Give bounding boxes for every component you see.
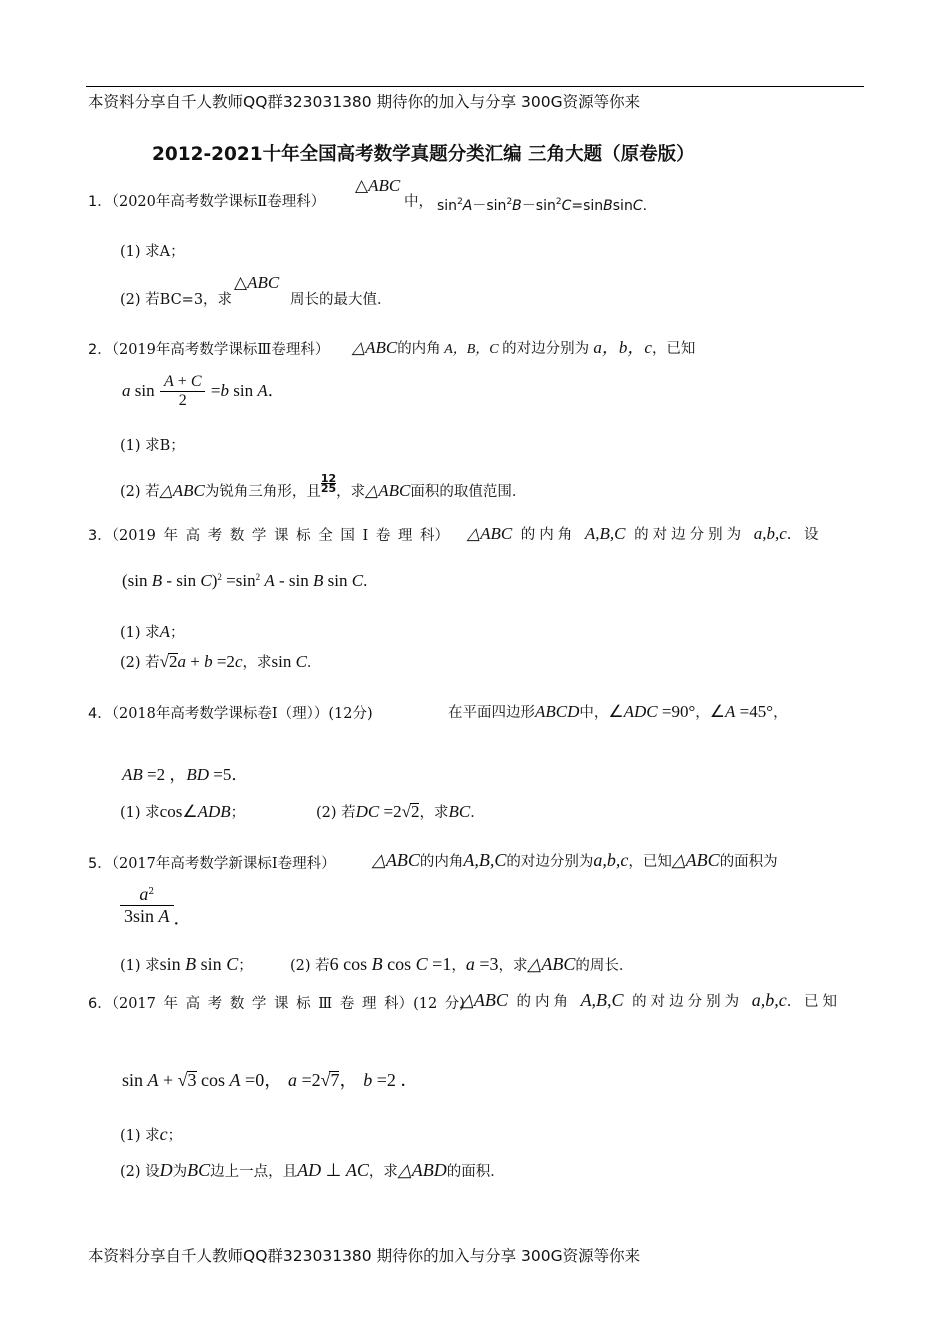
page-footer: 本资料分享自千人教师QQ群323031380 期待你的加入与分享 300G资源等你来 — [88, 1247, 641, 1265]
question-1-part-2-tail: 周长的最大值． — [290, 292, 392, 308]
page-header: 本资料分享自千人教师QQ群323031380 期待你的加入与分享 300G资源等你来 — [88, 93, 641, 111]
question-5-stem: 5．（2017年高考数学新课标Ⅰ卷理科） — [88, 856, 336, 872]
question-6-stem-body: △ABC 的内角 A,B,C 的对边分别为 a,b,c. 已知 — [460, 990, 841, 1010]
question-6-part-1: (1) 求c； — [120, 1124, 183, 1144]
question-2-stem: 2．（2019年高考数学课标Ⅲ卷理科） — [88, 342, 330, 358]
question-1-stem-tail: 中， — [404, 194, 433, 210]
question-4-formula: AB =2 ，BD =5． — [122, 765, 249, 784]
question-3-formula: (sin $B - \sin C)^2 =\sin^2$ A - sin B sin C. — [122, 571, 368, 590]
question-2-formula: a sin $\frac{A + C}{2}$ =b sin A． — [122, 373, 285, 409]
question-5-formula: $\frac{a^2}{\text{3sin A}}$ ． — [120, 884, 192, 931]
question-3-part-1: (1) 求A； — [120, 622, 185, 641]
question-5-part-1: (1) 求sin B sin C； — [120, 954, 253, 974]
question-1-part-2-triangle: △ABC — [234, 273, 280, 292]
question-4-part-1: (1) 求cos∠ADB； — [120, 802, 246, 821]
question-1-part-1: (1) 求A； — [120, 244, 185, 260]
question-number: 1． — [88, 194, 112, 210]
question-4-part-2: (2) 若DC =2√2，求BC． — [316, 802, 485, 821]
question-6-formula: sin A + √3 cos A =0， a =2√7， b =2 ． — [122, 1070, 419, 1090]
page-title: 2012-2021十年全国高考数学真题分类汇编 三角大题（原卷版） — [152, 144, 695, 165]
question-1-triangle: △ABC — [355, 176, 401, 195]
question-2-stem-body: △ABC的内角 A，B，C 的对边分别为 a，b，c，已知 — [352, 338, 696, 357]
question-1-part-2: (2) 若BC=3，求 — [120, 292, 233, 308]
question-3-part-2: (2) 若√2a + b =2c，求sin C． — [120, 652, 322, 671]
question-4-stem-body: 在平面四边形ABCD中，∠ADC =90°，∠A =45°， — [448, 702, 788, 721]
question-1-stem — [88, 192, 325, 212]
question-2-part-1: (1) 求B； — [120, 438, 185, 454]
header-rule — [86, 86, 864, 87]
question-6-part-2: (2) 设D为BC边上一点，且AD ⊥ AC，求△ABD的面积． — [120, 1160, 505, 1180]
question-5-stem-body: △ABC的内角A,B,C的对边分别为a,b,c，已知△ABC的面积为 — [372, 850, 778, 870]
question-5-part-2: (2) 若6 cos B cos C =1，a =3，求△ABC的周长． — [290, 954, 634, 974]
question-2-part-2: (2) 若△ABC为锐角三角形，且 $\frac{12}{25}$ ，求△ABC面积的取值范围． — [120, 472, 527, 500]
question-3-stem-body: △ABC 的内角 A,B,C 的对边分别为 a,b,c. 设 — [467, 524, 823, 543]
question-6-stem: 6．（2017 年 高 考 数 学 课 标 Ⅲ 卷 理 科）(12 分) — [88, 996, 465, 1012]
question-3-stem: 3．（2019 年 高 考 数 学 课 标 全 国 Ⅰ 卷 理 科） — [88, 528, 450, 544]
question-1-condition: $\sin^2A-\sin^2B-\sin^2C=sinBsinC$. — [437, 197, 648, 214]
question-4-stem: 4．（2018年高考数学课标卷Ⅰ（理））(12分) — [88, 706, 373, 722]
question-source: （2020年高考数学课标Ⅱ卷理科） — [111, 194, 326, 210]
